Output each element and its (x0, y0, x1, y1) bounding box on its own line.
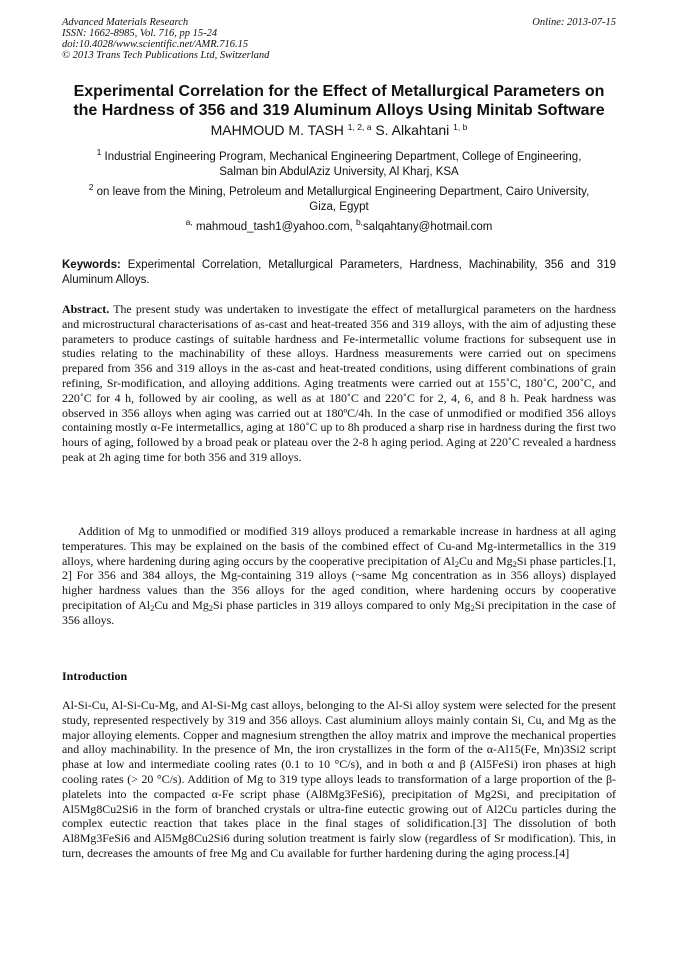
para2-text-5: Si phase particles in 319 alloys compared to only Mg (213, 597, 471, 612)
abstract-paragraph (62, 302, 616, 465)
title-line-1: Experimental Correlation for the Effect of Metallurgical Parameters on (73, 83, 605, 100)
author-2-affil: 1, b (453, 122, 468, 132)
email-a-label: a, (185, 217, 193, 227)
abstract-label: Abstract. (62, 302, 110, 316)
email-b-label: b, (355, 217, 364, 227)
author-2-name: S. Alkahtani (375, 122, 450, 138)
affiliation-1 (62, 147, 616, 180)
affiliation-2-number: 2 (88, 182, 94, 192)
affiliation-1-number: 1 (96, 147, 102, 157)
journal-header (62, 17, 616, 61)
email-b: salqahtany@hotmail.com (363, 221, 493, 233)
paper-title (62, 82, 616, 120)
para2-sub-1: 2 (454, 558, 459, 569)
keywords-text: Experimental Correlation, Metallurgical Parameters, Hardness, Machinability, 356 and 319 Aluminum Alloys. (62, 259, 616, 286)
para2-text-2: Cu and Mg (459, 553, 513, 568)
affiliation-1-line-1: Industrial Engineering Program, Mechanical Engineering Department, College of Engineering, (104, 151, 582, 163)
introduction-heading: Introduction (62, 669, 128, 683)
para2-text-6: Si precipitation in the case of 356 alloys. (62, 597, 617, 627)
introduction-paragraph: Al-Si-Cu, Al-Si-Cu-Mg, and Al-Si-Mg cast alloys, belonging to the Al-Si alloy system were selected for the present study, represented respectively by 319 and 356 alloys. Cast aluminium alloys mainly contain Si, Cu, and Mg as the major alloying elements. Copper and magnesium strengthen the alloy matrix and improve the mechanical properties and alloy machinability. In the presence of Mn, the iron crystallizes in the form of the α-Al15(Fe, Mn)3Si2 script phase at low and intermediate cooling rates (0.1 to 10 °C/s), and in both α and β (Al5FeSi) iron phases at high cooling rates (> 20 °C/s). Addition of Mg to 319 type alloys leads to transformation of a large proportion of the β-platelets into the compacted α-Fe script phase (Al8Mg3FeSi6), precipitation of Mg2Si, and precipitation of Al5Mg8Cu2Si6 in the form of branched crystals or ultra-fine eutectic growing out of Al2Cu particles during the complex eutectic reaction that takes place in the final stages of solidification.[3] The dissolution of both Al8Mg3FeSi6 and Al5Mg8Cu2Si6 during solution treatment is fairly slow (regardless of Sr modification). This, in turn, decreases the amounts of free Mg and Cu available for further hardening during the aging process.[4] (62, 698, 616, 860)
email-a: mahmoud_tash1@yahoo.com, (195, 221, 353, 233)
journal-name: Advanced Materials Research (62, 17, 189, 28)
email-line (62, 217, 616, 235)
para2-text-3: Si phase particles.[1, 2] For 356 and 384 alloys, the Mg-containing 319 alloys (~same Mg concentration as in 356 alloys) displayed higher hardness values than the 356 alloys for the aged condition, where hardening occurs by cooperative precipitation of Al (62, 553, 616, 612)
author-list (62, 122, 616, 139)
para2-text-4: Cu and Mg (154, 597, 209, 612)
para2-text-1: Addition of Mg to unmodified or modified 319 alloys produced a remarkable increase in hardness at all aging temperatures. This may be explained on the basis of the combined effect of Cu-and Mg-intermetallics in the 319 alloys, where hardening during aging occurs by the cooperative precipitation of Al (62, 524, 616, 568)
doi-line: doi:10.4028/www.scientific.net/AMR.716.15 (62, 39, 249, 50)
issn-line: ISSN: 1662-8985, Vol. 716, pp 15-24 (62, 28, 218, 39)
title-line-2: the Hardness of 356 and 319 Aluminum Alloys Using Minitab Software (73, 102, 605, 119)
affiliation-1-line-2: Salman bin AbdulAziz University, Al Kharj, KSA (219, 166, 459, 178)
affiliation-2 (62, 182, 616, 215)
online-date: Online: 2013-07-15 (532, 17, 616, 28)
author-1-affil: 1, 2, a (347, 122, 372, 132)
keywords-label: Keywords: (62, 259, 121, 271)
para2-sub-4: 2 (208, 602, 214, 613)
abstract-paragraph-2 (62, 524, 616, 628)
author-1-name: MAHMOUD M. TASH (210, 122, 344, 138)
para2-sub-5: 2 (470, 602, 475, 613)
para2-sub-2: 2 (512, 558, 517, 569)
affiliation-2-line-1: on leave from the Mining, Petroleum and Metallurgical Engineering Department, Cairo University, (96, 186, 590, 198)
copyright-line: © 2013 Trans Tech Publications Ltd, Switzerland (62, 50, 270, 61)
para2-sub-3: 2 (150, 602, 155, 613)
affiliation-2-line-2: Giza, Egypt (309, 201, 369, 213)
keywords-block (62, 258, 616, 288)
abstract-text: The present study was undertaken to investigate the effect of metallurgical parameters on the hardness and microstructural characterisations of as-cast and heat-treated 356 and 319 alloys, with the aim of adjusting these parameters to produce castings of suitable hardness and Fe-intermetallic volume fractions for subsequent use in studies relating to the machinability of these alloys. Hardness measurements were carried out on specimens prepared from 356 and 319 alloys in the as-cast and heat-treated conditions, using different combinations of grain refining, Sr-modification, and alloying additions. Aging treatments were carried out at 155˚C, 180˚C, 200˚C, and 220˚C for 4 h, followed by air cooling, as well as at 180˚C and 220˚C for 2, 4, 6, and 8 h. Peak hardness was observed in 356 alloys when aging was carried out at 180ºC/4h. In the case of unmodified or modified 356 alloys containing mostly α-Fe intermetallics, aging at 180˚C up to 8h produced a sharp rise in hardness during the first two hours of aging, followed by a broad peak or plateau over the 2-8 h aging period. Aging at 220˚C revealed a hardness peak at 2h aging time for both 356 and 319 alloys. (62, 302, 616, 464)
